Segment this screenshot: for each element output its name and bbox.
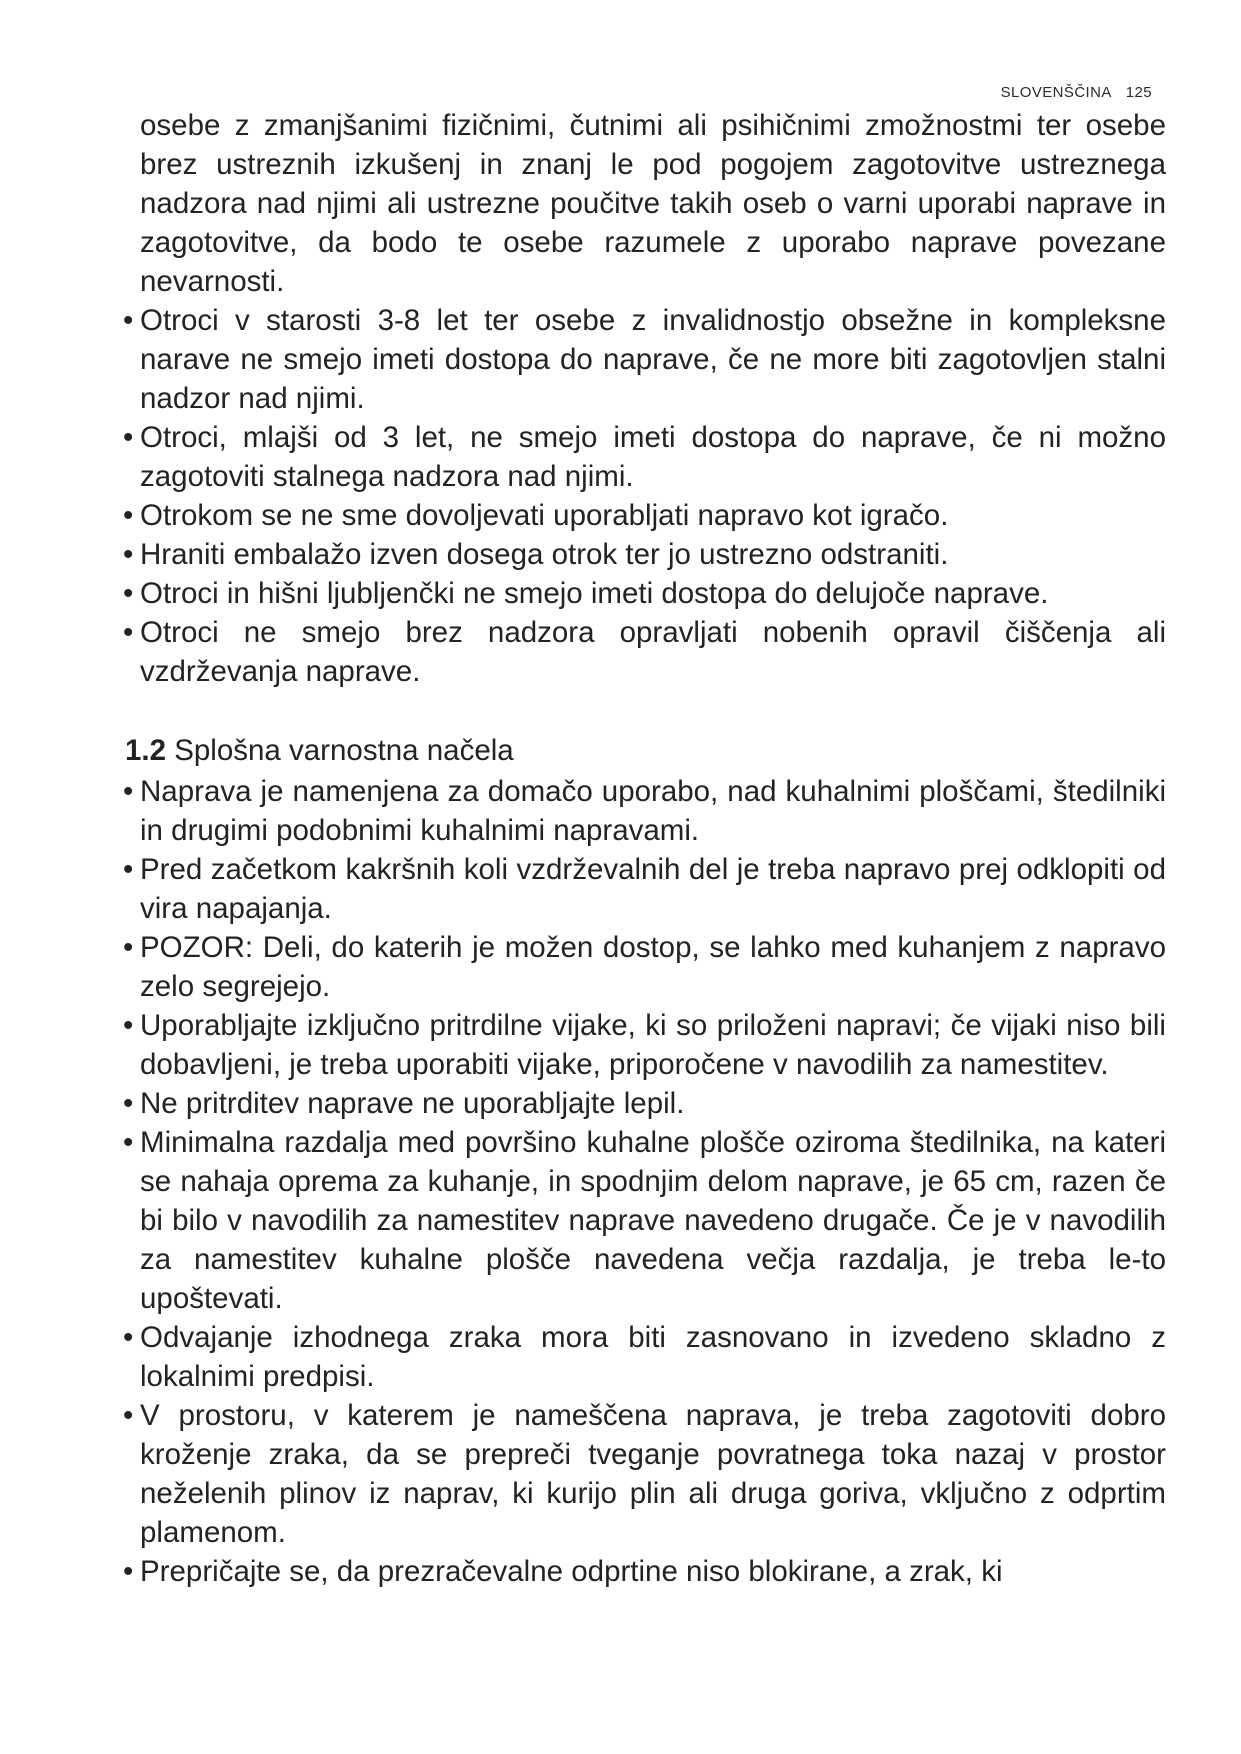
header-language: SLOVENŠČINA: [1000, 84, 1112, 101]
bullet-icon: •: [123, 1555, 134, 1588]
list-item: • Pred začetkom kakršnih koli vzdrževalnih del je treba napravo prej odklopiti od vira napajanja.: [125, 850, 1166, 928]
page-number: 125: [1125, 84, 1152, 101]
list-item: • V prostoru, v katerem je nameščena naprava, je treba zagotoviti dobro kroženje zraka, da se prepreči tveganje povratnega toka nazaj v prostor neželenih plinov iz naprav, ki kurijo plin ali druga goriva, vključno z odprtim plamenom.: [125, 1396, 1166, 1552]
list-item: • Otroci, mlajši od 3 let, ne smejo imeti dostopa do naprave, če ni možno zagotoviti stalnega nadzora nad njimi.: [125, 418, 1166, 496]
bullet-list-children: [125, 301, 1166, 691]
list-item: • Naprava je namenjena za domačo uporabo, nad kuhalnimi ploščami, štedilniki in drugimi podobnimi kuhalnimi napravami.: [125, 772, 1166, 850]
list-item: • Otrokom se ne sme dovoljevati uporabljati napravo kot igračo.: [125, 496, 1166, 535]
list-item: • POZOR: Deli, do katerih je možen dostop, se lahko med kuhanjem z napravo zelo segrejejo.: [125, 928, 1166, 1006]
list-item: • Otroci v starosti 3-8 let ter osebe z invalidnostjo obsežne in kompleksne narave ne smejo imeti dostopa do naprave, če ne more biti zagotovljen stalni nadzor nad njimi.: [125, 301, 1166, 418]
bullet-icon: •: [123, 775, 134, 808]
list-item: • Uporabljajte izključno pritrdilne vijake, ki so priloženi napravi; če vijaki niso bili dobavljeni, je treba uporabiti vijake, priporočene v navodilih za namestitev.: [125, 1006, 1166, 1084]
list-item: • Otroci ne smejo brez nadzora opravljati nobenih opravil čiščenja ali vzdrževanja naprave.: [125, 613, 1166, 691]
bullet-list-general-safety: [125, 772, 1166, 1591]
bullet-icon: •: [123, 1126, 134, 1159]
list-item: • Otroci in hišni ljubljenčki ne smejo imeti dostopa do delujoče naprave.: [125, 574, 1166, 613]
bullet-icon: •: [123, 931, 134, 964]
bullet-icon: •: [123, 577, 134, 610]
intro-paragraph: osebe z zmanjšanimi fizičnimi, čutnimi ali psihičnimi zmožnostmi ter osebe brez ustreznih izkušenj in znanj le pod pogojem zagotovitve ustreznega nadzora nad njimi ali ustrezne poučitve takih oseb o varni uporabi naprave in zagotovitve, da bodo te osebe razumele z uporabo naprave povezane nevarnosti.: [140, 109, 1166, 298]
bullet-icon: •: [123, 1009, 134, 1042]
page-content: [125, 106, 1166, 1591]
bullet-icon: •: [123, 1087, 134, 1120]
bullet-icon: •: [123, 1321, 134, 1354]
list-item: • Prepričajte se, da prezračevalne odprtine niso blokirane, a zrak, ki: [125, 1552, 1166, 1591]
bullet-icon: •: [123, 304, 134, 337]
list-item: • Odvajanje izhodnega zraka mora biti zasnovano in izvedeno skladno z lokalnimi predpisi.: [125, 1318, 1166, 1396]
list-item: • Ne pritrditev naprave ne uporabljajte lepil.: [125, 1084, 1166, 1123]
section-heading: [125, 731, 1166, 770]
bullet-icon: •: [123, 616, 134, 649]
list-item: • Minimalna razdalja med površino kuhalne plošče oziroma štedilnika, na kateri se nahaja oprema za kuhanje, in spodnjim delom naprave, je 65 cm, razen če bi bilo v navodilih za namestitev naprave navedeno drugače. Če je v navodilih za namestitev kuhalne plošče navedena večja razdalja, je treba le-to upoštevati.: [125, 1123, 1166, 1318]
bullet-icon: •: [123, 538, 134, 571]
bullet-icon: •: [123, 499, 134, 532]
list-item: • Hraniti embalažo izven dosega otrok ter jo ustrezno odstraniti.: [125, 535, 1166, 574]
section-title: Splošna varnostna načela: [174, 734, 514, 767]
bullet-icon: •: [123, 421, 134, 454]
page-header: [1001, 84, 1152, 101]
bullet-icon: •: [123, 1399, 134, 1432]
bullet-icon: •: [123, 853, 134, 886]
section-number: 1.2: [125, 734, 167, 767]
